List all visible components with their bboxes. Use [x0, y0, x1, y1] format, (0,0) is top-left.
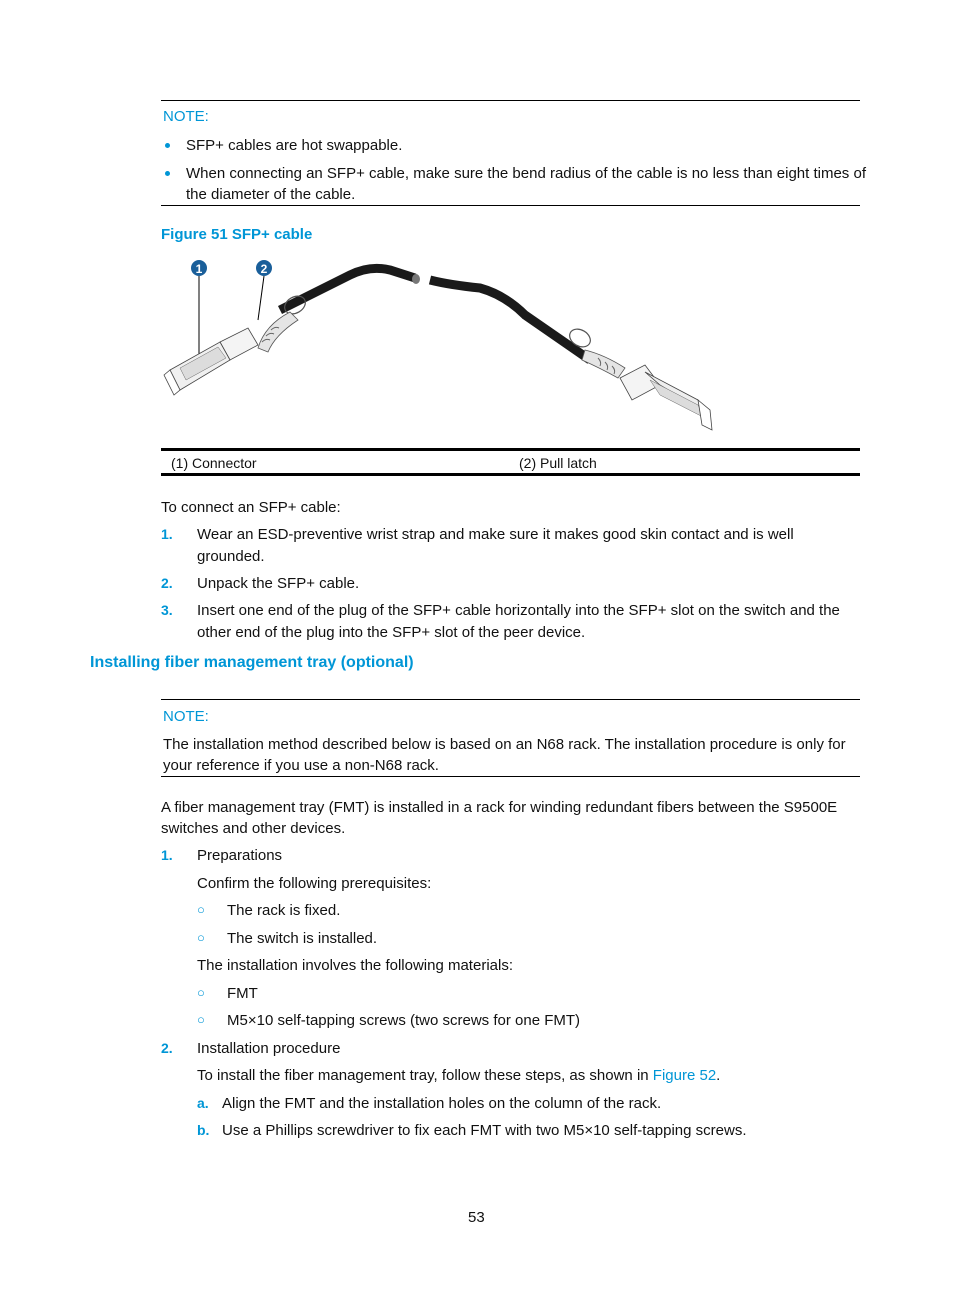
circle-bullet-icon: ○ [197, 985, 205, 1000]
bullet-icon [165, 171, 170, 176]
connect-intro: To connect an SFP+ cable: [161, 499, 341, 516]
note1-bullet-2: When connecting an SFP+ cable, make sure the bend radius of the cable is no less than eight times of [186, 165, 866, 182]
procedure-intro [197, 1065, 720, 1086]
procedure-intro-suffix: . [716, 1067, 721, 1084]
legend-bottom-rule [161, 473, 860, 476]
svg-text:1: 1 [195, 262, 203, 276]
preparations-title: Preparations [197, 847, 283, 864]
page-number: 53 [468, 1209, 485, 1226]
step-number: 1. [161, 847, 173, 863]
legend-pull-latch: (2) Pull latch [519, 455, 597, 471]
circle-bullet-icon: ○ [197, 1012, 205, 1027]
note2-label: NOTE: [163, 708, 209, 725]
sfp-cable-illustration-icon [150, 250, 730, 440]
step-number: 1. [161, 526, 173, 542]
substep-a-text: Align the FMT and the installation holes on the column of the rack. [222, 1095, 662, 1112]
figure-52-link[interactable]: Figure 52 [652, 1067, 717, 1084]
substep-letter: a. [197, 1095, 209, 1111]
substep-b-text: Use a Phillips screwdriver to fix each FMT with two M5×10 self-tapping screws. [222, 1122, 747, 1139]
note2-text: The installation method described below is based on an N68 rack. The installation procedure is only for [163, 736, 846, 753]
legend-connector: (1) Connector [171, 455, 257, 471]
material-item: M5×10 self-tapping screws (two screws for one FMT) [227, 1012, 581, 1029]
note1-bullet-1: SFP+ cables are hot swappable. [186, 137, 403, 154]
step-1-text-cont: grounded. [197, 548, 265, 565]
note2-top-rule [161, 699, 860, 700]
note1-label: NOTE: [163, 108, 209, 125]
circle-bullet-icon: ○ [197, 930, 205, 945]
fmt-intro-cont: switches and other devices. [161, 820, 346, 837]
note1-bullet-2-cont: the diameter of the cable. [186, 186, 356, 203]
note1-top-rule [161, 100, 860, 101]
sfp-cable-figure [150, 250, 730, 440]
legend-top-rule [161, 448, 860, 451]
circle-bullet-icon: ○ [197, 902, 205, 917]
material-item: FMT [227, 985, 258, 1002]
procedure-title: Installation procedure [197, 1040, 341, 1057]
step-number: 2. [161, 1040, 173, 1056]
prereq-intro: Confirm the following prerequisites: [197, 875, 432, 892]
section-heading: Installing fiber management tray (optional) [90, 654, 414, 671]
note2-text-cont: your reference if you use a non-N68 rack. [163, 757, 439, 774]
materials-intro: The installation involves the following materials: [197, 957, 513, 974]
prereq-item: The switch is installed. [227, 930, 378, 947]
note1-bottom-rule [161, 205, 860, 206]
fmt-intro: A fiber management tray (FMT) is installed in a rack for winding redundant fibers between the S9500E [161, 799, 838, 816]
note2-bottom-rule [161, 776, 860, 777]
step-2-text: Unpack the SFP+ cable. [197, 575, 360, 592]
step-1-text: Wear an ESD-preventive wrist strap and make sure it makes good skin contact and is well [197, 526, 794, 543]
substep-letter: b. [197, 1122, 210, 1138]
figure-title: Figure 51 SFP+ cable [161, 226, 313, 243]
step-number: 3. [161, 602, 173, 618]
svg-text:2: 2 [260, 262, 268, 276]
step-3-text: Insert one end of the plug of the SFP+ cable horizontally into the SFP+ slot on the switch and the [197, 602, 840, 619]
step-3-text-cont: other end of the plug into the SFP+ slot of the peer device. [197, 624, 586, 641]
procedure-intro-prefix: To install the fiber management tray, follow these steps, as shown in [197, 1067, 653, 1084]
prereq-item: The rack is fixed. [227, 902, 341, 919]
bullet-icon [165, 143, 170, 148]
step-number: 2. [161, 575, 173, 591]
